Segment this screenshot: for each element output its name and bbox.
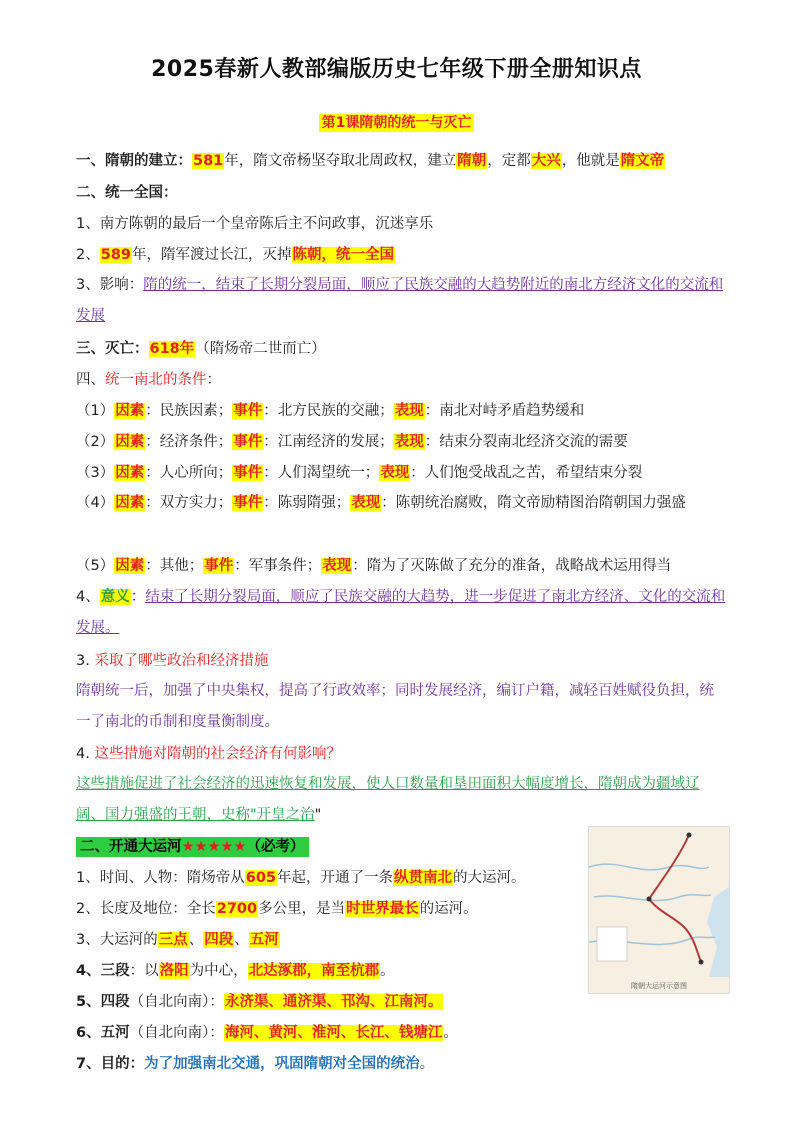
unify-item-1: 1、南方陈朝的最后一个皇帝陈后主不问政事，沉迷享乐 xyxy=(76,216,434,232)
key-year: 589 xyxy=(100,247,132,263)
text: 。 xyxy=(380,963,395,979)
city-marker xyxy=(699,960,704,965)
key-year: 605 xyxy=(245,870,277,886)
condition-number: （2） xyxy=(76,434,115,450)
question-text: 这些措施对隋朝的社会经济有何影响？ xyxy=(94,746,341,762)
text: 。 xyxy=(419,1056,435,1072)
canal-item-6 xyxy=(76,1022,726,1044)
text: 二、开通大运河 xyxy=(80,839,182,855)
impact-text: 隋的统一，结束了长期分裂局面，顺应了民族交融的大趋势附近的南北方经济文化的交流和发展 xyxy=(76,277,724,324)
question-3 xyxy=(76,650,726,672)
label: 5、四段 xyxy=(76,994,130,1010)
river-line xyxy=(589,864,709,870)
event-value: ：陈弱隋强； xyxy=(263,495,351,511)
text: 。 xyxy=(443,1025,458,1041)
text: ，定都 xyxy=(487,153,531,169)
text: 4、 xyxy=(76,589,100,605)
key-year: 618年 xyxy=(149,341,195,357)
manifestation-label: 表现 xyxy=(351,495,381,511)
text: 年，隋文帝杨坚夺取北周政权，建立 xyxy=(224,153,457,169)
sea-shape xyxy=(684,827,729,977)
factor-label: 因素 xyxy=(115,465,145,481)
manifestation-value: ：陈朝统治腐败，隋文帝励精图治隋朝国力强盛 xyxy=(381,495,686,511)
text: 、 xyxy=(188,932,204,948)
text: ： xyxy=(206,372,221,388)
factor-label: 因素 xyxy=(115,558,145,574)
conditions-label: 统一南北的条件 xyxy=(105,372,207,388)
city-marker xyxy=(647,897,652,902)
answer-text: 这些措施促进了社会经济的迅速恢复和发展，使人口数量和垦田面积大幅度增长，隋朝成为疆域辽阔、国力强盛的王朝，史称"开皇之治 xyxy=(76,776,700,823)
key-term: 四段 xyxy=(204,932,234,948)
unify-item-2 xyxy=(76,244,726,266)
text: 3、大运河的 xyxy=(76,932,158,948)
text: " xyxy=(314,807,322,823)
answer-4 xyxy=(76,769,726,831)
text: 3、影响： xyxy=(76,277,144,293)
condition-number: （1） xyxy=(76,403,115,419)
event-label: 事件 xyxy=(233,434,263,450)
unify-heading: 二、统一全国： xyxy=(76,185,178,201)
factor-value: ：民族因素； xyxy=(145,403,233,419)
factor-value: ：双方实力； xyxy=(145,495,233,511)
label: 6、五河 xyxy=(76,1025,130,1041)
page-title: 2025春新人教部编版历史七年级下册全册知识点 xyxy=(151,57,642,82)
manifestation-value: ：南北对峙矛盾趋势缓和 xyxy=(424,403,585,419)
text: 4. xyxy=(76,746,95,762)
factor-label: 因素 xyxy=(115,403,145,419)
key-term: 时世界最长 xyxy=(346,901,419,917)
significance-text: 结束了长期分裂局面，顺应了民族交融的大趋势，进一步促进了南北方经济、文化的交流和发展。 xyxy=(76,589,726,636)
text: 多公里，是当 xyxy=(258,901,346,917)
key-year: 581 xyxy=(193,153,224,169)
manifestation-value: ：人们饱受战乱之苦，希望结束分裂 xyxy=(410,465,643,481)
condition-row xyxy=(76,400,726,422)
text: 2、长度及地位：全长 xyxy=(76,901,216,917)
map-legend-box xyxy=(597,927,627,961)
key-term: 纵贯南北 xyxy=(394,870,453,886)
condition-row xyxy=(76,555,726,577)
factor-value: ：其他； xyxy=(145,558,204,574)
text: 1、时间、人物：隋炀帝从 xyxy=(76,870,245,886)
answer-text: 隋朝统一后，加强了中央集权，提高了行政效率；同时发展经济，编订户籍，减轻百姓赋役负担，统一了南北的币制和度量衡制度 xyxy=(76,683,714,730)
question-text: 采取了哪些政治和经济措施 xyxy=(94,653,269,669)
fall-line xyxy=(76,338,726,360)
event-value: ：江南经济的发展； xyxy=(263,434,394,450)
manifestation-value: ：结束分裂南北经济交流的需要 xyxy=(424,434,628,450)
key-term: 北达涿郡，南至杭郡 xyxy=(248,963,380,979)
key-term: 大兴 xyxy=(531,153,561,169)
text: 的大运河。 xyxy=(453,870,526,886)
text: （必考） xyxy=(246,839,305,855)
label: 4、三段 xyxy=(76,963,130,979)
key-term: 五河 xyxy=(249,932,279,948)
event-label: 事件 xyxy=(233,465,263,481)
event-value: ：人们渴望统一； xyxy=(263,465,380,481)
factor-label: 因素 xyxy=(115,434,145,450)
key-term: 隋文帝 xyxy=(620,153,665,169)
text: 的运河。 xyxy=(419,901,478,917)
event-label: 事件 xyxy=(233,495,263,511)
key-term: 意义 xyxy=(100,589,130,605)
text: ：以 xyxy=(129,963,159,979)
key-term: 洛阳 xyxy=(159,963,189,979)
manifestation-value: ：隋为了灭陈做了充分的准备，战略战术运用得当 xyxy=(352,558,672,574)
text: 年，隋军渡过长江，灭掉 xyxy=(132,247,292,263)
canal-item-7 xyxy=(76,1053,726,1075)
condition-number: （4） xyxy=(76,495,115,511)
founding-label: 一、隋朝的建立： xyxy=(76,153,192,169)
text: （隋炀帝二世而亡） xyxy=(195,341,326,357)
text: 2、 xyxy=(76,247,100,263)
purpose-text: 为了加强南北交通，巩固隋朝对全国的统治 xyxy=(144,1056,420,1072)
condition-number: （3） xyxy=(76,465,115,481)
text: 。 xyxy=(264,714,279,730)
lesson-title-text: 第1课隋朝的统一与灭亡 xyxy=(319,114,475,132)
text: 3. xyxy=(76,653,95,669)
text: ，他就是 xyxy=(561,153,620,169)
section-2-bar xyxy=(76,837,309,857)
key-term: 三点 xyxy=(158,932,188,948)
event-label: 事件 xyxy=(233,403,263,419)
lesson-title xyxy=(0,112,793,132)
condition-row xyxy=(76,462,726,484)
founding-line xyxy=(76,150,726,172)
conditions-heading xyxy=(76,369,726,391)
text: （自北向南）： xyxy=(129,994,224,1010)
key-term: 永济渠、通济渠、邗沟、江南河。 xyxy=(224,994,443,1010)
map-caption: 隋朝大运河示意图 xyxy=(631,982,687,990)
condition-row xyxy=(76,488,726,519)
text: ： xyxy=(130,589,146,605)
factor-value: ：人心所向； xyxy=(145,465,233,481)
manifestation-label: 表现 xyxy=(380,465,410,481)
event-value: ：军事条件； xyxy=(234,558,322,574)
answer-3 xyxy=(76,676,726,738)
manifestation-label: 表现 xyxy=(394,403,424,419)
text: （自北向南）： xyxy=(129,1025,224,1041)
question-4 xyxy=(76,743,726,765)
unify-item-3 xyxy=(76,270,726,332)
manifestation-label: 表现 xyxy=(394,434,424,450)
text: 、 xyxy=(234,932,249,948)
condition-number: （5） xyxy=(76,558,115,574)
event-label: 事件 xyxy=(204,558,234,574)
manifestation-label: 表现 xyxy=(322,558,352,574)
factor-value: ：经济条件； xyxy=(145,434,233,450)
fall-label: 三、灭亡： xyxy=(76,341,149,357)
key-term: 海河、黄河、淮河、长江、钱塘江 xyxy=(224,1025,443,1041)
canal-item-5 xyxy=(76,991,726,1013)
text: 为中心， xyxy=(189,963,248,979)
text: 四、 xyxy=(76,372,105,388)
condition-row xyxy=(76,431,726,453)
key-number: 2700 xyxy=(216,901,258,917)
event-value: ：北方民族的交融； xyxy=(263,403,394,419)
key-term: 隋朝 xyxy=(457,153,487,169)
key-term: 陈朝，统一全国 xyxy=(292,247,395,263)
city-marker xyxy=(687,833,692,838)
significance-line xyxy=(76,582,726,644)
text: 年起，开通了一条 xyxy=(277,870,394,886)
map-drawing xyxy=(589,827,729,977)
canal-map-image xyxy=(588,826,730,994)
label: 7、目的： xyxy=(76,1056,145,1072)
star-icon: ★★★★★ xyxy=(181,839,247,855)
factor-label: 因素 xyxy=(115,495,145,511)
